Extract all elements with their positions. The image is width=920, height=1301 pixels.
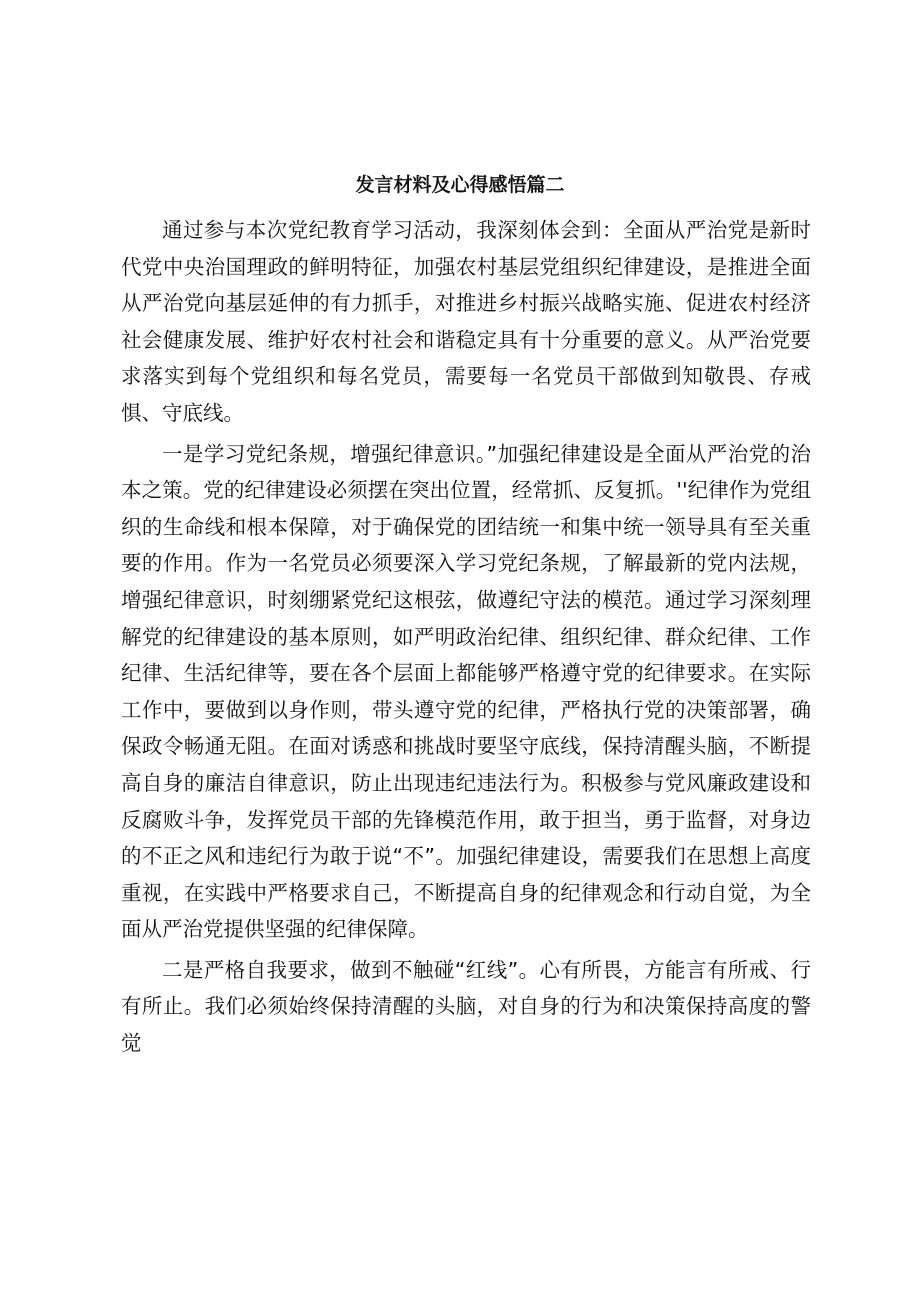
document-title: 发言材料及心得感悟篇二 bbox=[355, 174, 565, 196]
document-body bbox=[121, 212, 811, 1066]
paragraph-point-two: 二是严格自我要求，做到不触碰“红线”。心有所畏，方能言有所戒、行有所止。我们必须始终保持清醒的头脑，对自身的行为和决策保持高度的警觉 bbox=[121, 957, 811, 1056]
paragraph-intro: 通过参与本次党纪教育学习活动，我深刻体会到：全面从严治党是新时代党中央治国理政的鲜明特征，加强农村基层党组织纪律建设，是推进全面从严治党向基层延伸的有力抓手，对推进乡村振兴战略实施、促进农村经济社会健康发展、维护好农村社会和谐稳定具有十分重要的意义。从严治党要求落实到每个党组织和每名党员，需要每一名党员干部做到知敬畏、存戒惧、守底线。 bbox=[121, 218, 811, 425]
paragraph-point-one: 一是学习党纪条规，增强纪律意识。”加强纪律建设是全面从严治党的治本之策。党的纪律建设必须摆在突出位置，经常抓、反复抓。''纪律作为党组织的生命线和根本保障，对于确保党的团结统一和集中统一领导具有至关重要的作用。作为一名党员必须要深入学习党纪条规，了解最新的党内法规，增强纪律意识，时刻绷紧党纪这根弦，做遵纪守法的模范。通过学习深刻理解党的纪律建设的基本原则，如严明政治纪律、组织纪律、群众纪律、工作纪律、生活纪律等，要在各个层面上都能够严格遵守党的纪律要求。在实际工作中，要做到以身作则，带头遵守党的纪律，严格执行党的决策部署，确保政令畅通无阻。在面对诱惑和挑战时要坚守底线，保持清醒头脑，不断提高自身的廉洁自律意识，防止出现违纪违法行为。积极参与党风廉政建设和反腐败斗争，发挥党员干部的先锋模范作用，敢于担当，勇于监督，对身边的不正之风和违纪行为敢于说“不”。加强纪律建设，需要我们在思想上高度重视，在实践中严格要求自己，不断提高自身的纪律观念和行动自觉，为全面从严治党提供坚强的纪律保障。 bbox=[121, 441, 811, 942]
